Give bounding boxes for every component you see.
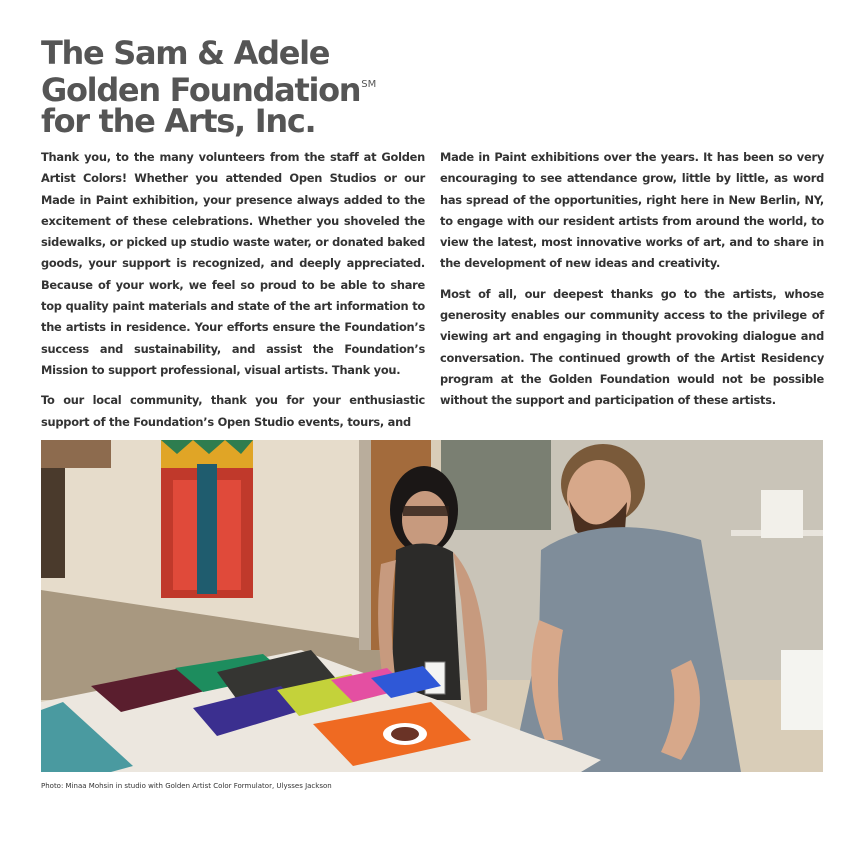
paragraph-community-continued: Made in Paint exhibitions over the years. It has been so very encouraging to see attendance grow, little by little, as word has spread of the opportunities, right here in New Berlin, NY, to engage with our resident artists from around the world, to view the latest, most innovative works of art, and to share in the development of new ideas and creativity. xyxy=(440,150,824,271)
text-column-right xyxy=(440,147,824,421)
title-line-1: The Sam & Adele xyxy=(41,34,330,72)
service-mark: SM xyxy=(361,79,377,90)
text-column-left xyxy=(41,147,425,442)
paragraph-artists: Most of all, our deepest thanks go to the artists, whose generosity enables our community access to the privilege of viewing art and engaging in thought provoking dialogue and conversation. The continued growth of the Artist Residency program at the Golden Foundation would not be possible without the support and participation of these artists. xyxy=(440,286,824,408)
photo-caption: Photo: Minaa Mohsin in studio with Golden Artist Color Formulator, Ulysses Jackson xyxy=(41,782,332,790)
title-line-2: Golden Foundation xyxy=(41,71,361,109)
title-line-3: for the Arts, Inc. xyxy=(41,102,316,140)
studio-photo xyxy=(41,440,823,772)
paragraph-community: To our local community, thank you for your enthusiastic support of the Foundation’s Open Studio events, tours, and xyxy=(41,393,425,429)
paragraph-volunteers: Thank you, to the many volunteers from the staff at Golden Artist Colors! Whether you attended Open Studios or our Made in Paint exhibition, your presence always added to the excitement of these celebrations. Whether you shoveled the sidewalks, or picked up studio waste water, or donated baked goods, your support is recognized, and deeply appreciated. Because of your work, we feel so proud to be able to share top quality paint materials and state of the art information to the artists in residence. Your efforts ensure the Foundation’s success and sustainability, and assist the Foundation’s Mission to support professional, visual artists. Thank you. xyxy=(41,150,425,377)
page-title xyxy=(41,34,377,140)
